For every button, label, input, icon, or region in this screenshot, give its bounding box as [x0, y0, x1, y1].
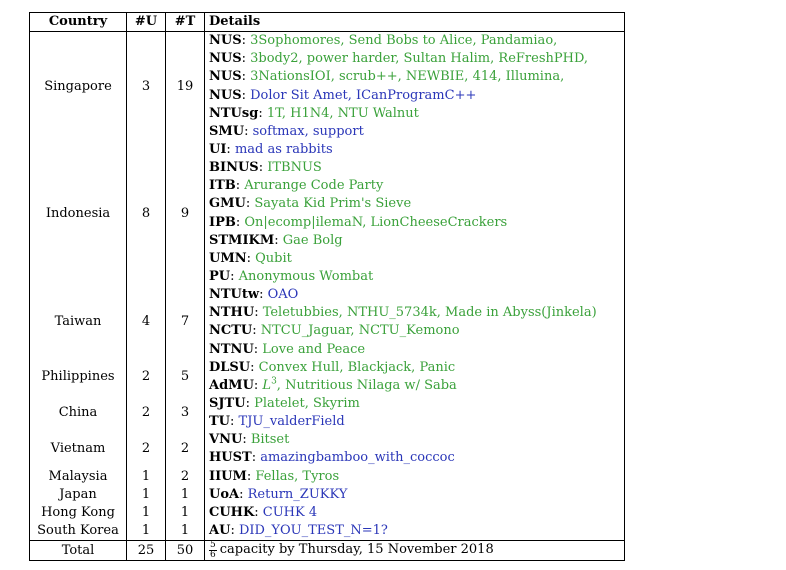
team-count-cell: 9	[166, 141, 205, 286]
country-cell: Vietnam	[30, 431, 127, 467]
team-name: Bitset	[250, 432, 290, 448]
country-cell: Taiwan	[30, 286, 127, 359]
university-name: TU	[209, 414, 231, 430]
header-country: Country	[30, 13, 127, 32]
university-name: NUS	[209, 33, 242, 49]
team-name: LionCheeseCrackers	[370, 214, 508, 230]
details-cell: TU: TJU_valderField	[209, 414, 345, 430]
table-row	[30, 431, 625, 449]
country-cell: Indonesia	[30, 141, 127, 286]
details-cell: NUS: 3body2, power harder, Sultan Halim, ReFreshPHD,	[209, 51, 589, 67]
total-teams: 50	[166, 541, 205, 561]
table-row	[30, 32, 625, 51]
details-cell: IIUM: Fellas, Tyros	[209, 468, 340, 484]
details-cell: AdMU: $L^3$, Nutritious Nilaga w/ Saba	[209, 376, 457, 393]
capacity-text: capacity by Thursday, 15 November 2018	[219, 542, 494, 558]
details-cell: UoA: Return_ZUKKY	[209, 486, 348, 502]
team-name: Nutritious Nilaga w/ Saba	[285, 377, 457, 393]
team-name: Made in Abyss(Jinkela)	[445, 305, 597, 321]
table-row	[30, 522, 625, 541]
details-cell: CUHK: CUHK 4	[209, 504, 318, 520]
team-name: On|ecomp|ilemaN	[244, 214, 363, 230]
university-name: BINUS	[209, 160, 259, 176]
team-name: amazingbamboo_with_coccoc	[260, 450, 455, 466]
team-name: Qubit	[255, 250, 292, 266]
university-name: ITB	[209, 178, 236, 194]
team-name: $L^3$	[262, 376, 277, 393]
university-name: GMU	[209, 196, 246, 212]
university-name: SJTU	[209, 396, 246, 412]
details-cell: NUS: Dolor Sit Amet, ICanProgramC++	[209, 87, 477, 103]
team-name: 3NationsIOI	[250, 69, 331, 85]
country-cell: Singapore	[30, 32, 127, 141]
details-cell: NTHU: Teletubbies, NTHU_5734k, Made in Abyss(Jinkela)	[209, 305, 597, 321]
country-cell: South Korea	[30, 522, 127, 541]
teams-table	[29, 12, 625, 561]
university-count-cell: 1	[127, 504, 166, 522]
team-name: Blackjack	[347, 359, 412, 375]
details-cell: PU: Anonymous Wombat	[209, 269, 374, 285]
university-count-cell: 8	[127, 141, 166, 286]
team-name: power harder	[306, 51, 396, 67]
university-name: NTUsg	[209, 105, 259, 121]
details-cell: NCTU: NTCU_Jaguar, NCTU_Kemono	[209, 323, 460, 339]
university-name: AU	[209, 523, 231, 538]
team-count-cell: 7	[166, 286, 205, 359]
team-name: Convex Hull	[258, 359, 340, 375]
team-name: 414	[472, 69, 498, 85]
team-name: TJU_valderField	[238, 414, 345, 430]
total-row	[30, 541, 625, 561]
table-row	[30, 359, 625, 377]
total-details	[205, 541, 625, 561]
details-cell: HUST: amazingbamboo_with_coccoc	[209, 450, 455, 466]
team-name: Tyros	[302, 468, 340, 484]
university-name: NUS	[209, 87, 242, 103]
team-name: NEWBIE	[405, 69, 465, 85]
university-name: NUS	[209, 51, 242, 67]
capacity-fraction	[209, 541, 217, 560]
university-name: NTUtw	[209, 287, 260, 303]
fraction-numerator: 5	[210, 540, 216, 551]
team-name: Platelet	[254, 396, 305, 412]
team-name: Dolor Sit Amet	[250, 87, 348, 103]
university-name: IIUM	[209, 468, 247, 484]
team-name: support	[312, 123, 364, 139]
team-count-cell: 1	[166, 522, 205, 541]
team-name: Gae Bolg	[282, 232, 343, 248]
team-count-cell: 3	[166, 395, 205, 431]
university-count-cell: 3	[127, 32, 166, 141]
university-name: AdMU	[209, 377, 254, 393]
team-name: ITBNUS	[267, 160, 322, 176]
university-name: NTNU	[209, 341, 254, 357]
team-name: Send Bobs to Alice	[348, 33, 473, 49]
university-name: STMIKM	[209, 232, 275, 248]
team-name: NCTU_Kemono	[358, 323, 460, 339]
university-name: NTHU	[209, 305, 255, 321]
team-name: Illumina	[505, 69, 561, 85]
university-name: PU	[209, 269, 231, 285]
team-name: Fellas	[255, 468, 295, 484]
team-name: Love and Peace	[262, 341, 366, 357]
team-name: H1N4	[290, 105, 330, 121]
team-name: OAO	[267, 287, 299, 303]
team-name: 1T	[266, 105, 282, 121]
university-name: HUST	[209, 450, 252, 466]
team-name: Return_ZUKKY	[247, 486, 348, 502]
team-name: Arurange Code Party	[244, 178, 384, 194]
university-count-cell: 1	[127, 468, 166, 486]
details-cell: BINUS: ITBNUS	[209, 160, 322, 176]
team-name: scrub++	[338, 69, 398, 85]
details-cell: NTNU: Love and Peace	[209, 341, 366, 357]
total-universities: 25	[127, 541, 166, 561]
team-count-cell: 2	[166, 431, 205, 467]
team-name: Sayata Kid Prim's Sieve	[254, 196, 412, 212]
team-count-cell: 1	[166, 486, 205, 504]
country-cell: Hong Kong	[30, 504, 127, 522]
table-row	[30, 286, 625, 304]
table-row	[30, 141, 625, 159]
table-row	[30, 468, 625, 486]
header-row	[30, 13, 625, 32]
team-name: NTCU_Jaguar	[260, 323, 351, 339]
university-count-cell: 4	[127, 286, 166, 359]
team-name: softmax	[252, 123, 305, 139]
details-cell: DLSU: Convex Hull, Blackjack, Panic	[209, 359, 456, 375]
team-name: Panic	[419, 359, 456, 375]
university-name: UMN	[209, 250, 247, 266]
university-name: UoA	[209, 486, 240, 502]
country-cell: Japan	[30, 486, 127, 504]
details-cell: SMU: softmax, support	[209, 123, 364, 139]
table-row	[30, 395, 625, 413]
team-name: ReFreshPHD	[498, 51, 584, 67]
details-cell: ITB: Arurange Code Party	[209, 178, 384, 194]
country-cell: China	[30, 395, 127, 431]
table-row	[30, 486, 625, 504]
team-name: Pandamiao	[480, 33, 554, 49]
fraction-denominator: 6	[210, 550, 216, 561]
team-name: 3Sophomores	[250, 33, 341, 49]
team-count-cell: 2	[166, 468, 205, 486]
details-cell: STMIKM: Gae Bolg	[209, 232, 343, 248]
team-name: CUHK 4	[262, 504, 318, 520]
details-cell: UI: mad as rabbits	[209, 142, 333, 158]
university-count-cell: 2	[127, 359, 166, 395]
university-name: NCTU	[209, 323, 253, 339]
country-cell: Malaysia	[30, 468, 127, 486]
country-cell: Philippines	[30, 359, 127, 395]
details-cell: NUS: 3Sophomores, Send Bobs to Alice, Pandamiao,	[209, 33, 558, 49]
details-cell: IPB: On|ecomp|ilemaN, LionCheeseCrackers	[209, 214, 508, 230]
header-details: Details	[205, 13, 625, 32]
total-label: Total	[30, 541, 127, 561]
details-cell: SJTU: Platelet, Skyrim	[209, 396, 360, 412]
university-count-cell: 2	[127, 431, 166, 467]
team-name: Teletubbies	[262, 305, 339, 321]
university-name: UI	[209, 142, 227, 158]
table-row	[30, 504, 625, 522]
details-cell: VNU: Bitset	[209, 432, 290, 448]
details-cell: NTUtw: OAO	[209, 287, 299, 303]
team-name: Skyrim	[313, 396, 360, 412]
team-count-cell: 19	[166, 32, 205, 141]
university-count-cell: 2	[127, 395, 166, 431]
team-name: Anonymous Wombat	[238, 269, 374, 285]
university-name: VNU	[209, 432, 243, 448]
team-count-cell: 5	[166, 359, 205, 395]
university-name: CUHK	[209, 504, 255, 520]
university-count-cell: 1	[127, 522, 166, 541]
team-count-cell: 1	[166, 504, 205, 522]
header-teams: #T	[166, 13, 205, 32]
team-name: ICanProgramC++	[356, 87, 477, 103]
team-name: NTHU_5734k	[346, 305, 437, 321]
details-cell: GMU: Sayata Kid Prim's Sieve	[209, 196, 412, 212]
details-cell: NTUsg: 1T, H1N4, NTU Walnut	[209, 105, 419, 121]
university-name: SMU	[209, 123, 245, 139]
team-name: 3body2	[250, 51, 299, 67]
details-cell: AU: DID_YOU_TEST_N=1?	[209, 523, 388, 538]
header-universities: #U	[127, 13, 166, 32]
details-cell: UMN: Qubit	[209, 250, 292, 266]
university-count-cell: 1	[127, 486, 166, 504]
team-name: DID_YOU_TEST_N=1?	[238, 523, 388, 538]
team-name: NTU Walnut	[337, 105, 419, 121]
university-name: IPB	[209, 214, 236, 230]
team-name: Sultan Halim	[403, 51, 491, 67]
table-body	[30, 32, 625, 541]
team-name: mad as rabbits	[234, 142, 333, 158]
details-cell: NUS: 3NationsIOI, scrub++, NEWBIE, 414, Illumina,	[209, 69, 565, 85]
university-name: DLSU	[209, 359, 251, 375]
university-name: NUS	[209, 69, 242, 85]
